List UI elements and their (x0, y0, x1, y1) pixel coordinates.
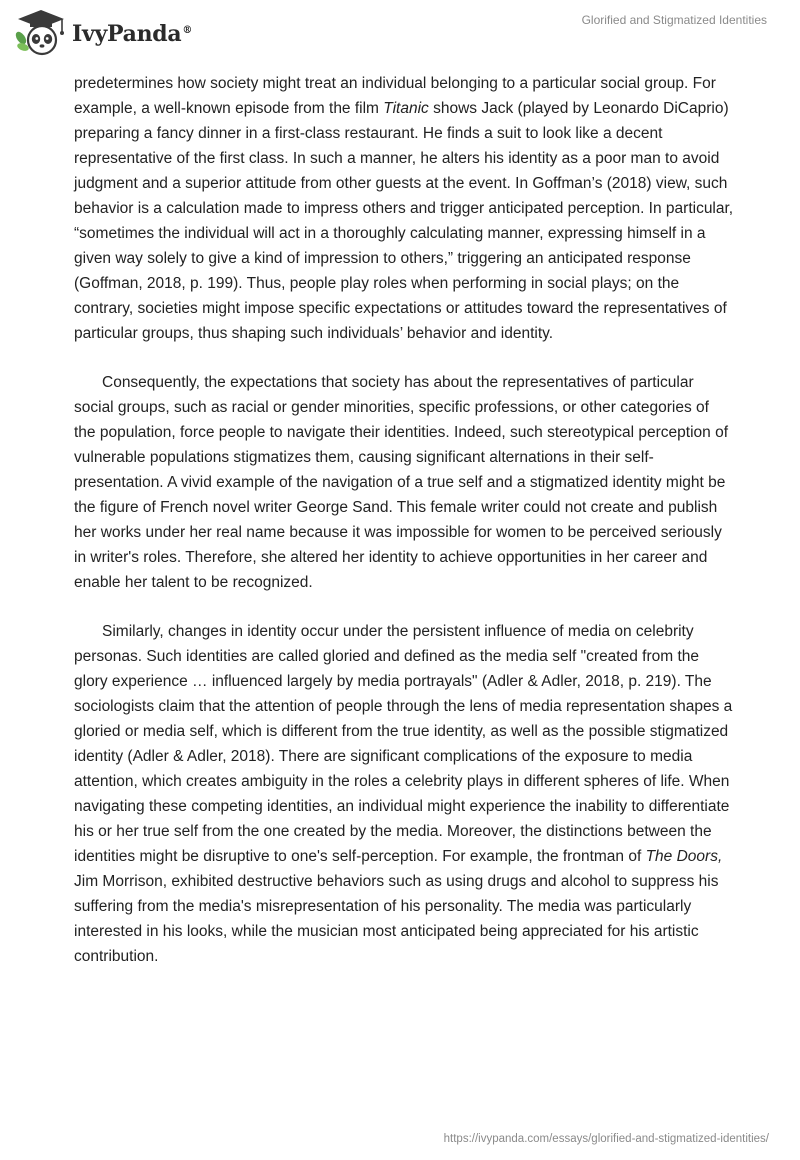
essay-paragraph-2: Consequently, the expectations that society has about the representatives of particular social groups, such as racial or gender minorities, specific professions, or other categories of the population, force people to navigate their identities. Indeed, such stereotypical perception of vulnerable populations stigmatizes them, causing significant alternations in their self-presentation. A vivid example of the navigation of a true self and a stigmatized identity might be the figure of French novel writer George Sand. This female writer could not create and publish her works under her real name because it was impossible for women to be perceived seriously in writer's roles. Therefore, she altered her identity to achieve opportunities in her career and enable her talent to be recognized. (74, 374, 729, 591)
band-name-the-doors: The Doors, (645, 848, 723, 865)
source-url[interactable]: https://ivypanda.com/essays/glorified-and-stigmatized-identities/ (443, 1133, 769, 1145)
essay-paragraph-1: predetermines how society might treat an individual belonging to a particular social group. For example, a well-known episode from the film Titanic shows Jack (played by Leonardo DiCaprio) preparing a fancy dinner in a first-class restaurant. He finds a suit to look like a decent representative of the first class. In such a manner, he alters his identity as a poor man to avoid judgment and a superior attitude from other guests at the event. In Goffman’s (2018) view, such behavior is a calculation made to impress others and trigger anticipated perception. In particular, “sometimes the individual will act in a thoroughly calculating manner, expressing himself in a given way solely to give a kind of impression to others,” triggering an anticipated response (Goffman, 2018, p. 199). Thus, people play roles when performing in social plays; on the contrary, societies might impose specific expectations or attitudes toward the representatives of particular groups, thus shaping such individuals’ behavior and identity. (74, 75, 734, 342)
ivypanda-logo[interactable] (14, 8, 192, 56)
film-title-titanic: Titanic (383, 100, 429, 117)
essay-paragraph-3: Similarly, changes in identity occur under the persistent influence of media on celebrity personas. Such identities are called gloried and defined as the media self "created from the glory experience … influenced largely by media portrayals" (Adler & Adler, 2018, p. 219). The sociologists claim that the attention of people through the lens of media representation shapes a gloried or media self, which is different from the true identity, as well as the possible stigmatized identity (Adler & Adler, 2018). There are significant complications of the exposure to media attention, which creates ambiguity in the roles a celebrity plays in different spheres of life. When navigating these competing identities, an individual might experience the inability to differentiate his or her true self from the one created by the media. Moreover, the distinctions between the identities might be disruptive to one's self-perception. For example, the frontman of The Doors, Jim Morrison, exhibited destructive behaviors such as using drugs and alcohol to suppress his suffering from the media's misrepresentation of his personality. The media was particularly interested in his looks, while the musician most anticipated being appreciated for his artistic contribution. (74, 623, 733, 965)
page-header (0, 0, 800, 64)
logo-wordmark: IvyPanda® (72, 21, 193, 47)
registered-mark: ® (182, 24, 193, 36)
document-title: Glorified and Stigmatized Identities (581, 13, 767, 27)
panda-graduation-cap-icon (14, 8, 68, 56)
essay-body (74, 71, 734, 993)
